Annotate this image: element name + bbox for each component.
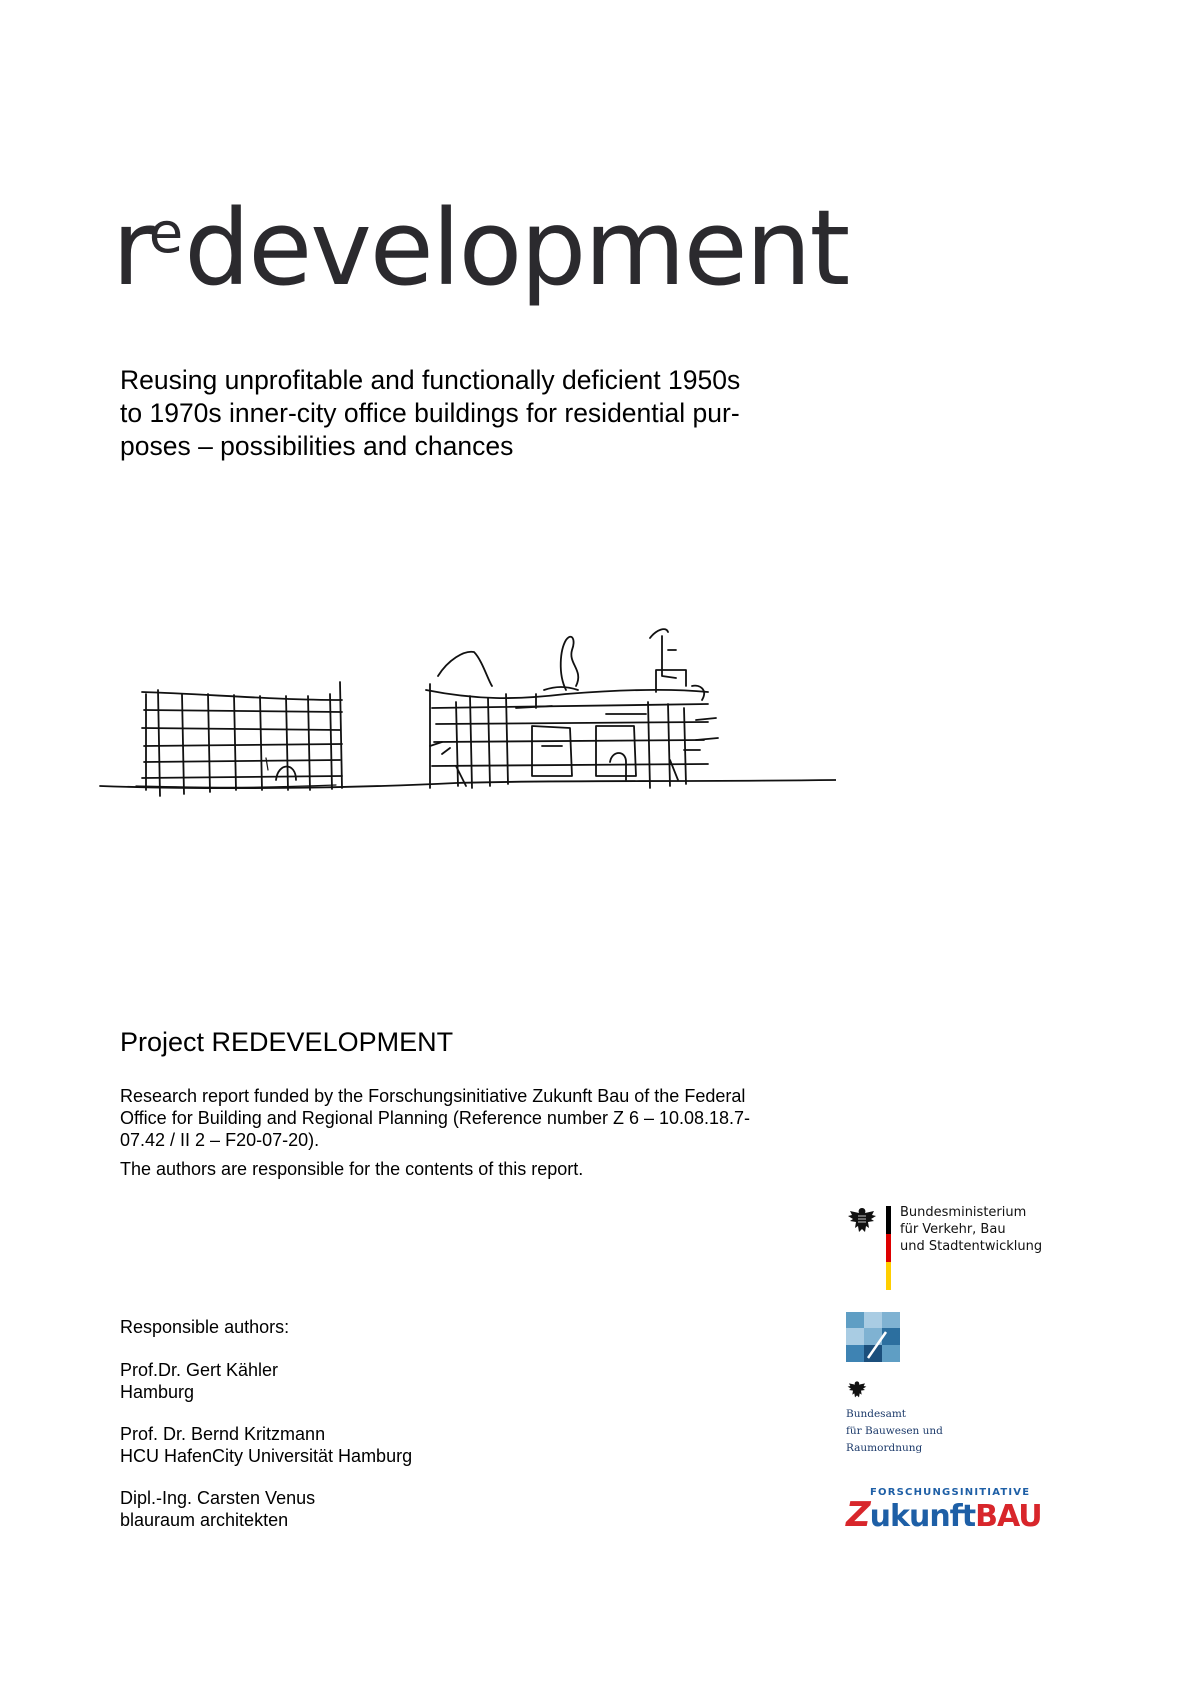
- bbr-line: Bundesamt: [846, 1408, 907, 1420]
- federal-eagle-icon: [846, 1206, 878, 1236]
- report-line: Research report funded by the Forschungsinitiative Zukunft Bau of the Federal: [120, 1086, 746, 1106]
- zukunft-bau-z: Z: [846, 1495, 870, 1535]
- ministry-name: [900, 1204, 1042, 1255]
- report-line: 07.42 / II 2 – F20-07-20).: [120, 1130, 320, 1150]
- responsible-authors-label: Responsible authors:: [120, 1317, 290, 1337]
- author-affiliation: HCU HafenCity Universität Hamburg: [120, 1446, 413, 1466]
- ministry-line: und Stadtentwicklung: [900, 1239, 1043, 1254]
- redevelopment-logo: [112, 187, 849, 309]
- project-title: Project REDEVELOPMENT: [120, 1027, 454, 1057]
- logo-superscript: e: [148, 201, 184, 266]
- authors-responsibility-note: The authors are responsible for the contents of this report.: [120, 1159, 584, 1179]
- bbr-name: [846, 1406, 943, 1457]
- federal-eagle-small-icon: [846, 1380, 868, 1400]
- zukunft-bau-wordmark: [846, 1497, 1042, 1535]
- author-affiliation: blauraum architekten: [120, 1510, 289, 1530]
- ministry-logo: [846, 1204, 1046, 1290]
- subtitle-line: Reusing unprofitable and functionally deficient 1950s: [120, 365, 741, 395]
- zukunft-bau-logo: [846, 1487, 1042, 1537]
- zukunft-bau-tagline: FORSCHUNGSINITIATIVE: [870, 1487, 1031, 1498]
- author-name: Prof.Dr. Gert Kähler: [120, 1360, 279, 1380]
- bbr-logo: [846, 1312, 1006, 1462]
- author-entry: [120, 1423, 412, 1467]
- zukunft-bau-ukunft: ukunft: [869, 1499, 976, 1534]
- report-description: [120, 1085, 830, 1180]
- zukunft-bau-bau: BAU: [975, 1499, 1042, 1534]
- author-name: Dipl.-Ing. Carsten Venus: [120, 1488, 316, 1508]
- ministry-line: für Verkehr, Bau: [900, 1222, 1006, 1237]
- bbr-line: für Bauwesen und: [846, 1425, 943, 1437]
- author-affiliation: Hamburg: [120, 1382, 195, 1402]
- subtitle-line: to 1970s inner-city office buildings for residential pur-: [120, 398, 740, 428]
- building-sketch: [96, 590, 836, 810]
- logo-prefix: r: [112, 187, 153, 309]
- logo-rest: development: [184, 187, 849, 309]
- bbr-line: Raumordnung: [846, 1442, 923, 1454]
- ministry-line: Bundesministerium: [900, 1205, 1027, 1220]
- author-entry: [120, 1487, 315, 1531]
- author-entry: [120, 1359, 278, 1403]
- bbr-checker-icon: [846, 1312, 900, 1362]
- german-flag-bar: [886, 1206, 891, 1290]
- report-line: Office for Building and Regional Planning (Reference number Z 6 – 10.08.18.7-: [120, 1108, 751, 1128]
- subtitle-line: poses – possibilities and chances: [120, 431, 514, 461]
- subtitle: [120, 364, 840, 463]
- author-name: Prof. Dr. Bernd Kritzmann: [120, 1424, 326, 1444]
